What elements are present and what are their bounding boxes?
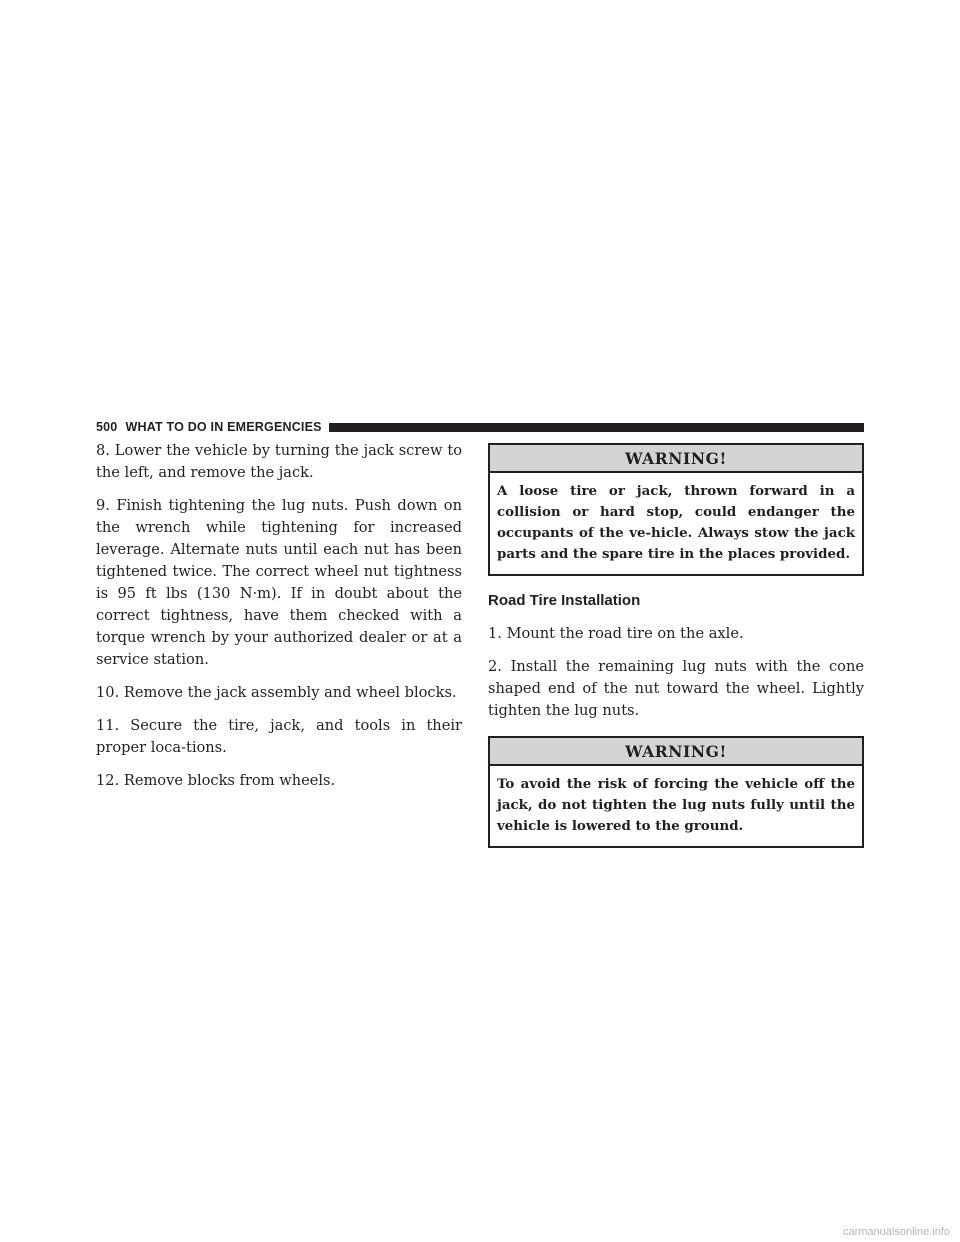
step-10: 10. Remove the jack assembly and wheel blocks.	[96, 684, 457, 701]
footer-watermark: carmanualsonline.info	[842, 1226, 950, 1238]
section-subheading: Road Tire Installation	[488, 592, 641, 609]
step-9: 9. Finish tightening the lug nuts. Push down on the wrench while tightening for increased leverage. Alternate nuts until each nut has been tightened twice. The correct wheel nut tightness is 95 ft lbs (130 N·m). If in doubt about the correct tightness, have them checked with a torque wrench by your authorized dealer or at a service station.	[96, 497, 462, 668]
warning-title: WARNING!	[490, 445, 862, 473]
left-column	[96, 440, 462, 803]
header-rule	[329, 423, 864, 432]
page-header	[96, 418, 864, 436]
right-column	[488, 443, 864, 862]
warning-title: WARNING!	[490, 738, 862, 766]
install-step-1: 1. Mount the road tire on the axle.	[488, 625, 744, 642]
section-title: WHAT TO DO IN EMERGENCIES	[125, 420, 322, 434]
warning-text: A loose tire or jack, thrown forward in a collision or hard stop, could endanger the occupants of the ve-hicle. Always stow the jack parts and the spare tire in the places provided.	[497, 483, 855, 562]
install-step-2: 2. Install the remaining lug nuts with the cone shaped end of the nut toward the wheel. Lightly tighten the lug nuts.	[488, 658, 864, 719]
warning-text: To avoid the risk of forcing the vehicle off the jack, do not tighten the lug nuts fully until the vehicle is lowered to the ground.	[497, 776, 855, 834]
page-number: 500	[96, 420, 118, 434]
warning-box-tighten	[488, 736, 864, 848]
step-8: 8. Lower the vehicle by turning the jack screw to the left, and remove the jack.	[96, 442, 462, 481]
warning-box-stow	[488, 443, 864, 576]
step-11: 11. Secure the tire, jack, and tools in their proper loca-tions.	[96, 717, 462, 756]
step-12: 12. Remove blocks from wheels.	[96, 772, 336, 789]
